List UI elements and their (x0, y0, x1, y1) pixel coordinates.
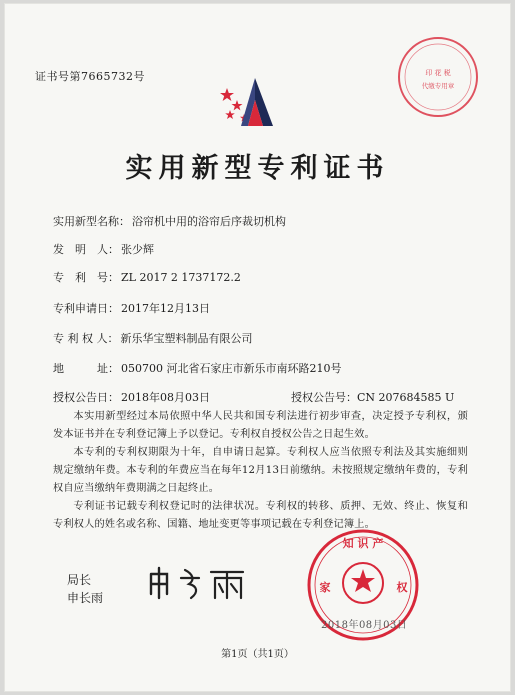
field-address (53, 360, 341, 376)
director-name: 申长雨 (67, 591, 104, 605)
field-value: 张少辉 (121, 243, 154, 256)
field-value: 2017年12月13日 (121, 302, 210, 315)
transfer-seal-icon (395, 34, 481, 120)
field-value: 2018年08月03日 (121, 391, 210, 404)
director-signature (145, 564, 255, 602)
field-label: 专 利 权 人： (53, 332, 119, 345)
paragraph-record: 专利证书记载专利权登记时的法律状况。专利权的转移、质押、无效、终止、恢复和专利权人的姓名或名称、国籍、地址变更等事项记载在专利登记簿上。 (53, 501, 468, 530)
field-patentee (53, 330, 253, 346)
svg-text:代缴专用章: 代缴专用章 (421, 82, 455, 90)
field-label: 专 利 号： (53, 271, 119, 284)
field-label: 授权公告号： (291, 391, 357, 404)
paragraph-grant: 本实用新型经过本局依照中华人民共和国专利法进行初步审查，决定授予专利权，颁发本证书并在专利登记簿上予以登记。专利权自授权公告之日起生效。 (53, 411, 468, 440)
field-label: 实用新型名称： (53, 215, 130, 228)
field-value: 新乐华宝塑料制品有限公司 (120, 332, 253, 345)
paragraph-term: 本专利的专利权期限为十年，自申请日起算。专利权人应当依照专利法及其实施细则规定缴纳年费。本专利的年费应当在每年12月13日前缴纳。未按照规定缴纳年费的，专利权自应当缴纳年费期满之日起终止。 (53, 447, 468, 494)
svg-text:权: 权 (396, 581, 408, 594)
field-label: 专利申请日： (53, 302, 119, 315)
field-utility-model-name (53, 213, 286, 229)
certificate-title: 实用新型专利证书 (125, 153, 390, 184)
svg-text:知 识 产: 知 识 产 (342, 537, 384, 550)
director-title: 局长 (67, 573, 92, 587)
field-value: 050700 河北省石家庄市新乐市南环路210号 (121, 362, 342, 375)
field-label: 地 址： (53, 362, 119, 375)
field-value: 浴帘机中用的浴帘后序裁切机构 (132, 215, 286, 228)
field-label: 发 明 人： (53, 243, 119, 256)
page-footer: 第1页（共1页） (221, 649, 294, 660)
certificate-sheet (4, 3, 511, 692)
field-inventor (53, 241, 154, 257)
svg-text:家: 家 (319, 581, 331, 594)
field-label: 授权公告日： (53, 391, 119, 404)
field-value: CN 207684585 U (357, 391, 455, 404)
field-application-date (53, 300, 210, 316)
seal-date: 2018年08月03日 (321, 620, 408, 631)
field-patent-number (53, 269, 241, 285)
field-grant-date (53, 389, 210, 405)
patent-office-emblem-icon (215, 74, 295, 130)
field-value: ZL 2017 2 1737172.2 (121, 271, 241, 284)
svg-text:印 花 税: 印 花 税 (425, 69, 451, 77)
certificate-number: 证书号第7665732号 (35, 70, 145, 83)
field-grant-number (291, 389, 454, 405)
